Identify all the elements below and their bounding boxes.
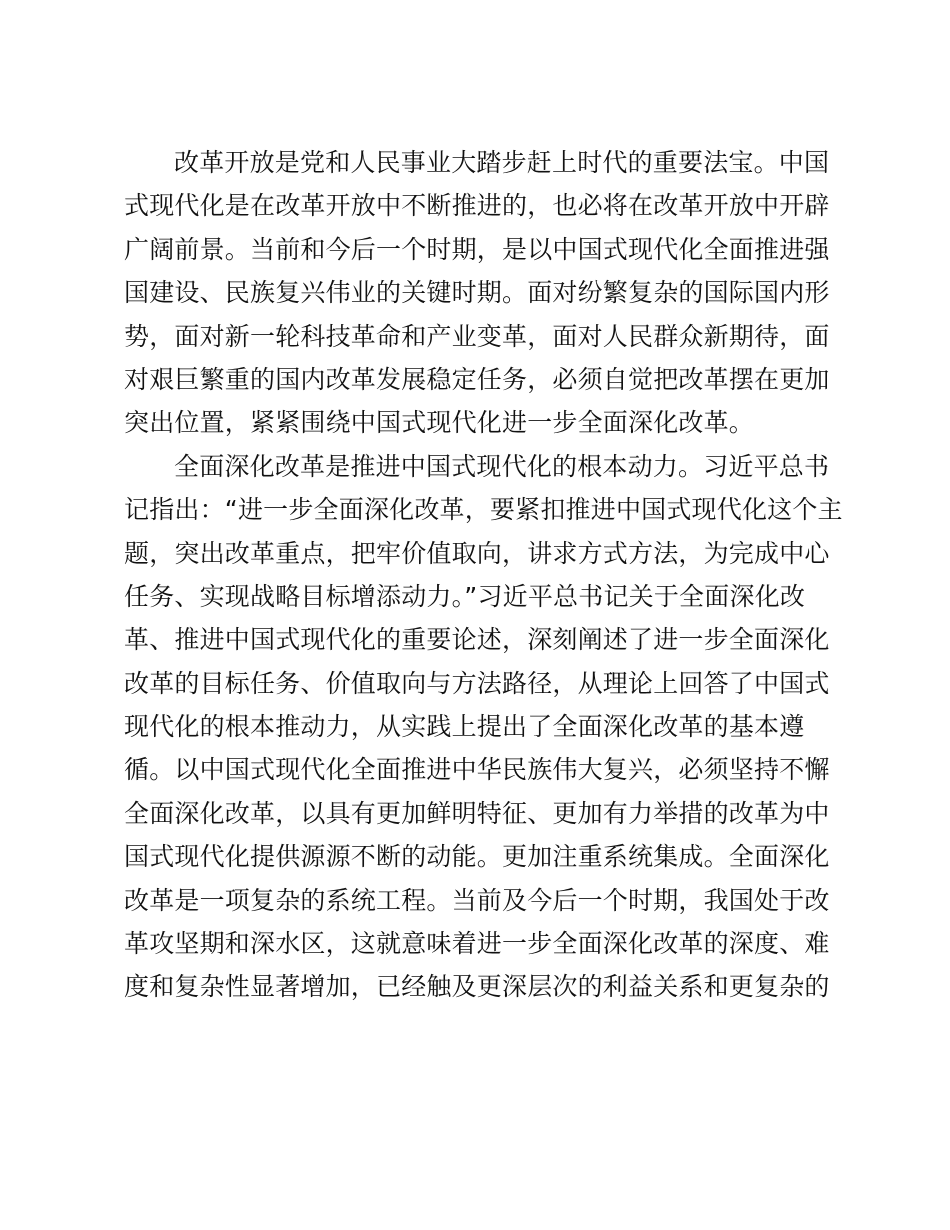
text-line: 题，突出改革重点，把牢价值取向，讲求方式方法，为完成中心 — [124, 538, 830, 568]
text-line: 现代化的根本推动力，从实践上提出了全面深化改革的基本遵 — [124, 712, 805, 742]
text-line: 度和复杂性显著增加，已经触及更深层次的利益关系和更复杂的 — [124, 972, 830, 1002]
text-line: 国建设、民族复兴伟业的关键时期。面对纷繁复杂的国际国内形 — [124, 278, 830, 308]
text-line: 势，面对新一轮科技革命和产业变革，面对人民群众新期待，面 — [124, 321, 830, 351]
paragraph-2 — [124, 445, 843, 1009]
text-line: 任务、实现战略目标增添动力。”习近平总书记关于全面深化改 — [124, 581, 806, 611]
text-line: 式现代化是在改革开放中不断推进的，也必将在改革开放中开辟 — [124, 191, 830, 221]
text-line: 对艰巨繁重的国内改革发展稳定任务，必须自觉把改革摆在更加 — [124, 364, 830, 394]
text-line: 循。以中国式现代化全面推进中华民族伟大复兴，必须坚持不懈 — [124, 755, 830, 785]
text-line: 革攻坚期和深水区，这就意味着进一步全面深化改革的深度、难 — [124, 929, 830, 959]
text-line: 改革是一项复杂的系统工程。当前及今后一个时期，我国处于改 — [124, 885, 830, 915]
text-line: 突出位置，紧紧围绕中国式现代化进一步全面深化改革。 — [124, 408, 755, 438]
text-line: 全面深化改革是推进中国式现代化的根本动力。习近平总书 — [174, 451, 830, 481]
paragraph-1 — [124, 141, 838, 445]
text-line: 革、推进中国式现代化的重要论述，深刻阐述了进一步全面深化 — [124, 625, 830, 655]
text-line: 改革的目标任务、价值取向与方法路径，从理论上回答了中国式 — [124, 668, 830, 698]
text-line: 全面深化改革，以具有更加鲜明特征、更加有力举措的改革为中 — [124, 798, 830, 828]
text-line: 改革开放是党和人民事业大踏步赶上时代的重要法宝。中国 — [174, 148, 830, 177]
text-line: 广阔前景。当前和今后一个时期，是以中国式现代化全面推进强 — [124, 234, 830, 264]
document-body — [124, 141, 843, 1009]
text-line: 国式现代化提供源源不断的动能。更加注重系统集成。全面深化 — [124, 842, 830, 872]
text-line: 记指出：“进一步全面深化改革，要紧扣推进中国式现代化这个主 — [124, 495, 843, 525]
